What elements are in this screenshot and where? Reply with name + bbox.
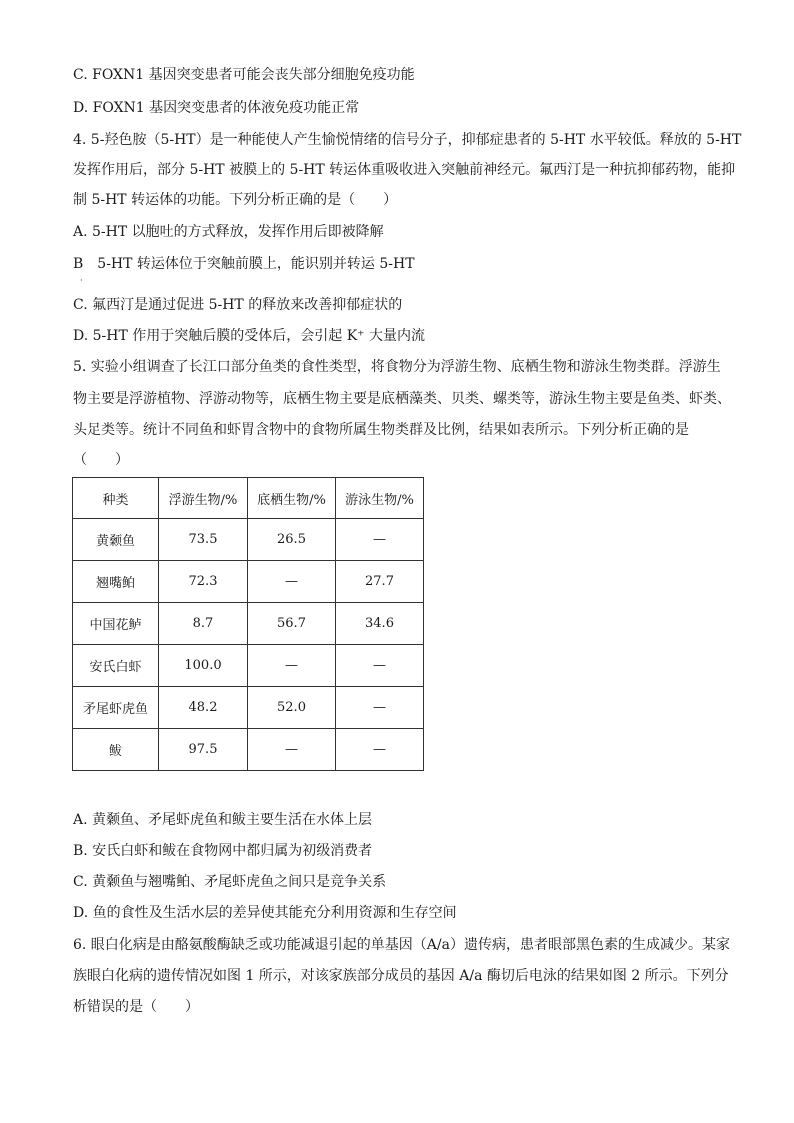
table-header-cell: 种类	[73, 478, 159, 519]
question-4-line-1: 4. 5-羟色胺（5-HT）是一种能使人产生愉悦情绪的信号分子，抑郁症患者的 5-HT 水平较低。释放的 5-HT	[73, 132, 742, 148]
option-4a: A. 5-HT 以胞吐的方式释放，发挥作用后即被降解	[73, 224, 384, 240]
diet-table	[72, 477, 424, 771]
table-cell: —	[248, 645, 336, 687]
table-cell: 安氏白虾	[73, 645, 159, 687]
table-row	[73, 729, 424, 771]
table-cell: 26.5	[248, 519, 336, 561]
option-5d: D. 鱼的食性及生活水层的差异使其能充分利用资源和生存空间	[73, 905, 457, 921]
table-cell: —	[336, 519, 424, 561]
table-cell: 中国花鲈	[73, 603, 159, 645]
stray-mark: ·	[80, 276, 83, 285]
option-5c: C. 黄颡鱼与翘嘴鲌、矛尾虾虎鱼之间只是竞争关系	[73, 874, 387, 890]
table-row	[73, 561, 424, 603]
table-cell: 100.0	[159, 645, 248, 687]
table-cell: 8.7	[159, 603, 248, 645]
table-row	[73, 687, 424, 729]
question-6-line-3: 析错误的是（ ）	[73, 999, 199, 1015]
table-cell: 翘嘴鲌	[73, 561, 159, 603]
option-4d: D. 5-HT 作用于突触后膜的受体后，会引起 K⁺ 大量内流	[73, 328, 426, 344]
table-cell: —	[248, 561, 336, 603]
option-3c: C. FOXN1 基因突变患者可能会丧失部分细胞免疫功能	[73, 67, 415, 83]
table-cell: 56.7	[248, 603, 336, 645]
table-row	[73, 603, 424, 645]
table-header-cell: 浮游生物/%	[159, 478, 248, 519]
table-cell: 48.2	[159, 687, 248, 729]
table-cell: 34.6	[336, 603, 424, 645]
option-4b: B 5-HT 转运体位于突触前膜上，能识别并转运 5-HT	[73, 256, 415, 272]
table-header-row	[73, 478, 424, 519]
table-cell: —	[248, 729, 336, 771]
question-6-line-2: 族眼白化病的遗传情况如图 1 所示，对该家族部分成员的基因 A/a 酶切后电泳的结果如图 2 所示。下列分	[73, 968, 729, 984]
option-5b: B. 安氏白虾和鲅在食物网中都归属为初级消费者	[73, 843, 373, 859]
question-5-line-1: 5. 实验小组调查了长江口部分鱼类的食性类型，将食物分为浮游生物、底栖生物和游泳生物类群。浮游生	[73, 359, 721, 375]
question-4-line-2: 发挥作用后，部分 5-HT 被膜上的 5-HT 转运体重吸收进入突触前神经元。氟西汀是一种抗抑郁药物，能抑	[73, 162, 736, 178]
table-cell: 鲅	[73, 729, 159, 771]
question-5-line-4: （ ）	[73, 452, 129, 468]
option-4c: C. 氟西汀是通过促进 5-HT 的释放来改善抑郁症状的	[73, 297, 403, 313]
table-cell: 72.3	[159, 561, 248, 603]
table-header-cell: 底栖生物/%	[248, 478, 336, 519]
table-cell: 黄颡鱼	[73, 519, 159, 561]
table-header-cell: 游泳生物/%	[336, 478, 424, 519]
table-cell: —	[336, 729, 424, 771]
table-cell: —	[336, 645, 424, 687]
question-5-line-2: 物主要是浮游植物、浮游动物等，底栖生物主要是底栖藻类、贝类、螺类等，游泳生物主要是鱼类、虾类、	[73, 391, 731, 407]
option-5a: A. 黄颡鱼、矛尾虾虎鱼和鲅主要生活在水体上层	[73, 812, 373, 828]
table-cell: 73.5	[159, 519, 248, 561]
table-cell: 矛尾虾虎鱼	[73, 687, 159, 729]
question-6-line-1: 6. 眼白化病是由酪氨酸酶缺乏或功能减退引起的单基因（A/a）遗传病，患者眼部黑色素的生成减少。某家	[73, 937, 730, 953]
question-5-line-3: 头足类等。统计不同鱼和虾胃含物中的食物所属生物类群及比例，结果如表所示。下列分析正确的是	[73, 422, 689, 438]
option-3d: D. FOXN1 基因突变患者的体液免疫功能正常	[73, 100, 360, 116]
table-row	[73, 645, 424, 687]
table-cell: —	[336, 687, 424, 729]
table-cell: 52.0	[248, 687, 336, 729]
table-row	[73, 519, 424, 561]
question-4-line-3: 制 5-HT 转运体的功能。下列分析正确的是（ ）	[73, 192, 398, 208]
table-cell: 97.5	[159, 729, 248, 771]
table-cell: 27.7	[336, 561, 424, 603]
